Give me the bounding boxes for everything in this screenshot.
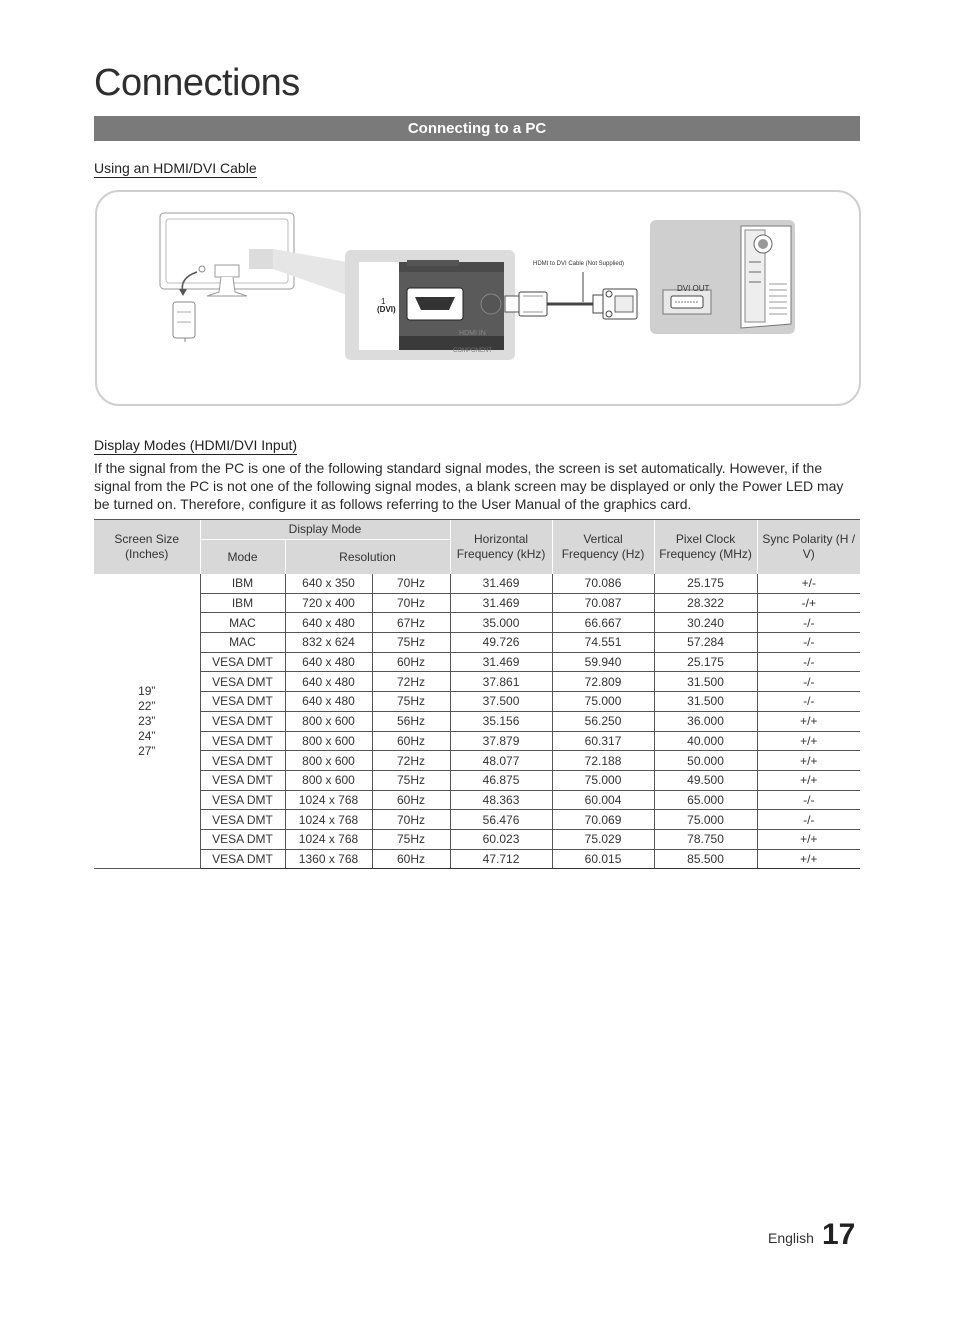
refresh-cell: 75Hz <box>372 829 450 849</box>
cable-label: HDMI to DVI Cable (Not Supplied) <box>533 261 625 267</box>
pixel-clock-cell: 49.500 <box>654 770 757 790</box>
component-label: COMPONENT <box>453 348 492 354</box>
sync-cell: +/- <box>757 574 860 593</box>
mode-cell: VESA DMT <box>200 829 285 849</box>
hfreq-cell: 47.712 <box>450 849 552 869</box>
mode-cell: IBM <box>200 593 285 613</box>
refresh-cell: 60Hz <box>372 731 450 751</box>
hfreq-cell: 31.469 <box>450 593 552 613</box>
vfreq-cell: 56.250 <box>552 711 654 731</box>
table-row <box>94 593 860 613</box>
sync-cell: -/- <box>757 692 860 712</box>
hdmi-dvi-cable <box>505 261 637 319</box>
table-row <box>94 633 860 653</box>
vfreq-cell: 60.317 <box>552 731 654 751</box>
pixel-clock-cell: 40.000 <box>654 731 757 751</box>
pixel-clock-cell: 31.500 <box>654 672 757 692</box>
resolution-cell: 800 x 600 <box>285 770 372 790</box>
table-row <box>94 731 860 751</box>
resolution-cell: 720 x 400 <box>285 593 372 613</box>
pixel-clock-cell: 78.750 <box>654 829 757 849</box>
table-row <box>94 810 860 830</box>
hfreq-cell: 35.156 <box>450 711 552 731</box>
sync-cell: -/- <box>757 613 860 633</box>
sync-cell: +/+ <box>757 711 860 731</box>
header-screen-size: Screen Size (Inches) <box>94 520 200 575</box>
connection-diagram <box>95 190 861 406</box>
mode-cell: VESA DMT <box>200 810 285 830</box>
pixel-clock-cell: 30.240 <box>654 613 757 633</box>
refresh-cell: 70Hz <box>372 593 450 613</box>
refresh-cell: 75Hz <box>372 633 450 653</box>
resolution-cell: 1360 x 768 <box>285 849 372 869</box>
pixel-clock-cell: 28.322 <box>654 593 757 613</box>
hfreq-cell: 31.469 <box>450 574 552 593</box>
connection-illustration <box>97 192 859 404</box>
vfreq-cell: 70.087 <box>552 593 654 613</box>
sync-cell: -/- <box>757 810 860 830</box>
screen-size-cell <box>94 574 200 869</box>
hdmi-in-label: HDMI IN <box>459 330 486 337</box>
sync-cell: -/- <box>757 633 860 653</box>
hfreq-cell: 37.500 <box>450 692 552 712</box>
footer-language: English <box>768 1230 814 1246</box>
pixel-clock-cell: 75.000 <box>654 810 757 830</box>
pixel-clock-cell: 85.500 <box>654 849 757 869</box>
mode-cell: MAC <box>200 613 285 633</box>
pixel-clock-cell: 31.500 <box>654 692 757 712</box>
refresh-cell: 72Hz <box>372 751 450 771</box>
refresh-cell: 72Hz <box>372 672 450 692</box>
refresh-cell: 60Hz <box>372 790 450 810</box>
refresh-cell: 67Hz <box>372 613 450 633</box>
sync-cell: -/- <box>757 652 860 672</box>
sync-cell: +/+ <box>757 731 860 751</box>
hfreq-cell: 56.476 <box>450 810 552 830</box>
table-row <box>94 711 860 731</box>
resolution-cell: 800 x 600 <box>285 711 372 731</box>
subheading-cable: Using an HDMI/DVI Cable <box>94 160 257 176</box>
resolution-cell: 800 x 600 <box>285 751 372 771</box>
mode-cell: VESA DMT <box>200 790 285 810</box>
resolution-cell: 640 x 350 <box>285 574 372 593</box>
mode-cell: VESA DMT <box>200 711 285 731</box>
hfreq-cell: 37.861 <box>450 672 552 692</box>
mode-cell: VESA DMT <box>200 770 285 790</box>
refresh-cell: 60Hz <box>372 849 450 869</box>
sync-cell: -/+ <box>757 593 860 613</box>
hfreq-cell: 49.726 <box>450 633 552 653</box>
pc-illustration <box>650 220 795 334</box>
resolution-cell: 640 x 480 <box>285 652 372 672</box>
mode-cell: VESA DMT <box>200 751 285 771</box>
mode-cell: MAC <box>200 633 285 653</box>
vfreq-cell: 60.015 <box>552 849 654 869</box>
header-sync: Sync Polarity (H / V) <box>757 520 860 575</box>
screen-size-value: 23” <box>138 713 156 728</box>
screen-size-value: 27” <box>138 743 156 758</box>
mode-cell: VESA DMT <box>200 652 285 672</box>
header-pixel-clock: Pixel Clock Frequency (MHz) <box>654 520 757 575</box>
monitor-illustration <box>160 213 294 342</box>
page-number: 17 <box>822 1218 856 1251</box>
vfreq-cell: 74.551 <box>552 633 654 653</box>
vfreq-cell: 75.000 <box>552 770 654 790</box>
sync-cell: -/- <box>757 790 860 810</box>
hfreq-cell: 31.469 <box>450 652 552 672</box>
screen-size-value: 24” <box>138 728 156 743</box>
table-row <box>94 613 860 633</box>
hdmi-port-panel <box>345 250 515 360</box>
hfreq-cell: 46.875 <box>450 770 552 790</box>
screen-size-value: 19” <box>138 683 156 698</box>
resolution-cell: 1024 x 768 <box>285 810 372 830</box>
pixel-clock-cell: 50.000 <box>654 751 757 771</box>
resolution-cell: 800 x 600 <box>285 731 372 751</box>
vfreq-cell: 70.086 <box>552 574 654 593</box>
resolution-cell: 1024 x 768 <box>285 829 372 849</box>
header-vfreq: Vertical Frequency (Hz) <box>552 520 654 575</box>
callout-box <box>249 249 273 269</box>
table-row <box>94 574 860 593</box>
table-row <box>94 751 860 771</box>
pixel-clock-cell: 65.000 <box>654 790 757 810</box>
table-row <box>94 829 860 849</box>
vfreq-cell: 72.809 <box>552 672 654 692</box>
resolution-cell: 640 x 480 <box>285 672 372 692</box>
intro-paragraph: If the signal from the PC is one of the following standard signal modes, the screen is set automatically. However, if the signal from the PC is not one of the following signal modes, a blank screen may be displayed or only the Power LED may be turned on. Therefore, configure it as follows referring to the User Manual of the graphics card. <box>94 460 844 512</box>
pixel-clock-cell: 36.000 <box>654 711 757 731</box>
section-banner: Connecting to a PC <box>94 116 860 141</box>
subheading-modes: Display Modes (HDMI/DVI Input) <box>94 437 298 453</box>
refresh-cell: 70Hz <box>372 810 450 830</box>
hfreq-cell: 37.879 <box>450 731 552 751</box>
vfreq-cell: 66.667 <box>552 613 654 633</box>
refresh-cell: 75Hz <box>372 692 450 712</box>
sync-cell: -/- <box>757 672 860 692</box>
table-body <box>94 574 860 869</box>
table-row <box>94 790 860 810</box>
table-row <box>94 692 860 712</box>
vfreq-cell: 72.188 <box>552 751 654 771</box>
display-modes-table <box>94 519 860 869</box>
mode-cell: VESA DMT <box>200 731 285 751</box>
screen-size-value: 22” <box>138 698 156 713</box>
refresh-cell: 60Hz <box>372 652 450 672</box>
sync-cell: +/+ <box>757 829 860 849</box>
hfreq-cell: 60.023 <box>450 829 552 849</box>
page-title: Connections <box>94 62 300 104</box>
header-mode: Mode <box>200 540 285 575</box>
hfreq-cell: 48.363 <box>450 790 552 810</box>
refresh-cell: 70Hz <box>372 574 450 593</box>
header-resolution: Resolution <box>285 540 450 575</box>
table-row <box>94 652 860 672</box>
pixel-clock-cell: 25.175 <box>654 652 757 672</box>
resolution-cell: 1024 x 768 <box>285 790 372 810</box>
vfreq-cell: 59.940 <box>552 652 654 672</box>
mode-cell: VESA DMT <box>200 672 285 692</box>
sync-cell: +/+ <box>757 751 860 771</box>
header-hfreq: Horizontal Frequency (kHz) <box>450 520 552 575</box>
mode-cell: VESA DMT <box>200 849 285 869</box>
port-dvi-label: (DVI) <box>377 305 396 314</box>
vfreq-cell: 75.000 <box>552 692 654 712</box>
hfreq-cell: 35.000 <box>450 613 552 633</box>
vfreq-cell: 75.029 <box>552 829 654 849</box>
refresh-cell: 56Hz <box>372 711 450 731</box>
table-row <box>94 770 860 790</box>
mode-cell: IBM <box>200 574 285 593</box>
vfreq-cell: 70.069 <box>552 810 654 830</box>
table-row <box>94 849 860 869</box>
resolution-cell: 640 x 480 <box>285 692 372 712</box>
resolution-cell: 640 x 480 <box>285 613 372 633</box>
pixel-clock-cell: 25.175 <box>654 574 757 593</box>
resolution-cell: 832 x 624 <box>285 633 372 653</box>
pixel-clock-cell: 57.284 <box>654 633 757 653</box>
vfreq-cell: 60.004 <box>552 790 654 810</box>
header-display-mode: Display Mode <box>200 520 450 540</box>
mode-cell: VESA DMT <box>200 692 285 712</box>
hfreq-cell: 48.077 <box>450 751 552 771</box>
sync-cell: +/+ <box>757 770 860 790</box>
refresh-cell: 75Hz <box>372 770 450 790</box>
dvi-out-label: DVI OUT <box>677 284 710 293</box>
port-number-label: 1 <box>381 297 386 306</box>
sync-cell: +/+ <box>757 849 860 869</box>
table-row <box>94 672 860 692</box>
